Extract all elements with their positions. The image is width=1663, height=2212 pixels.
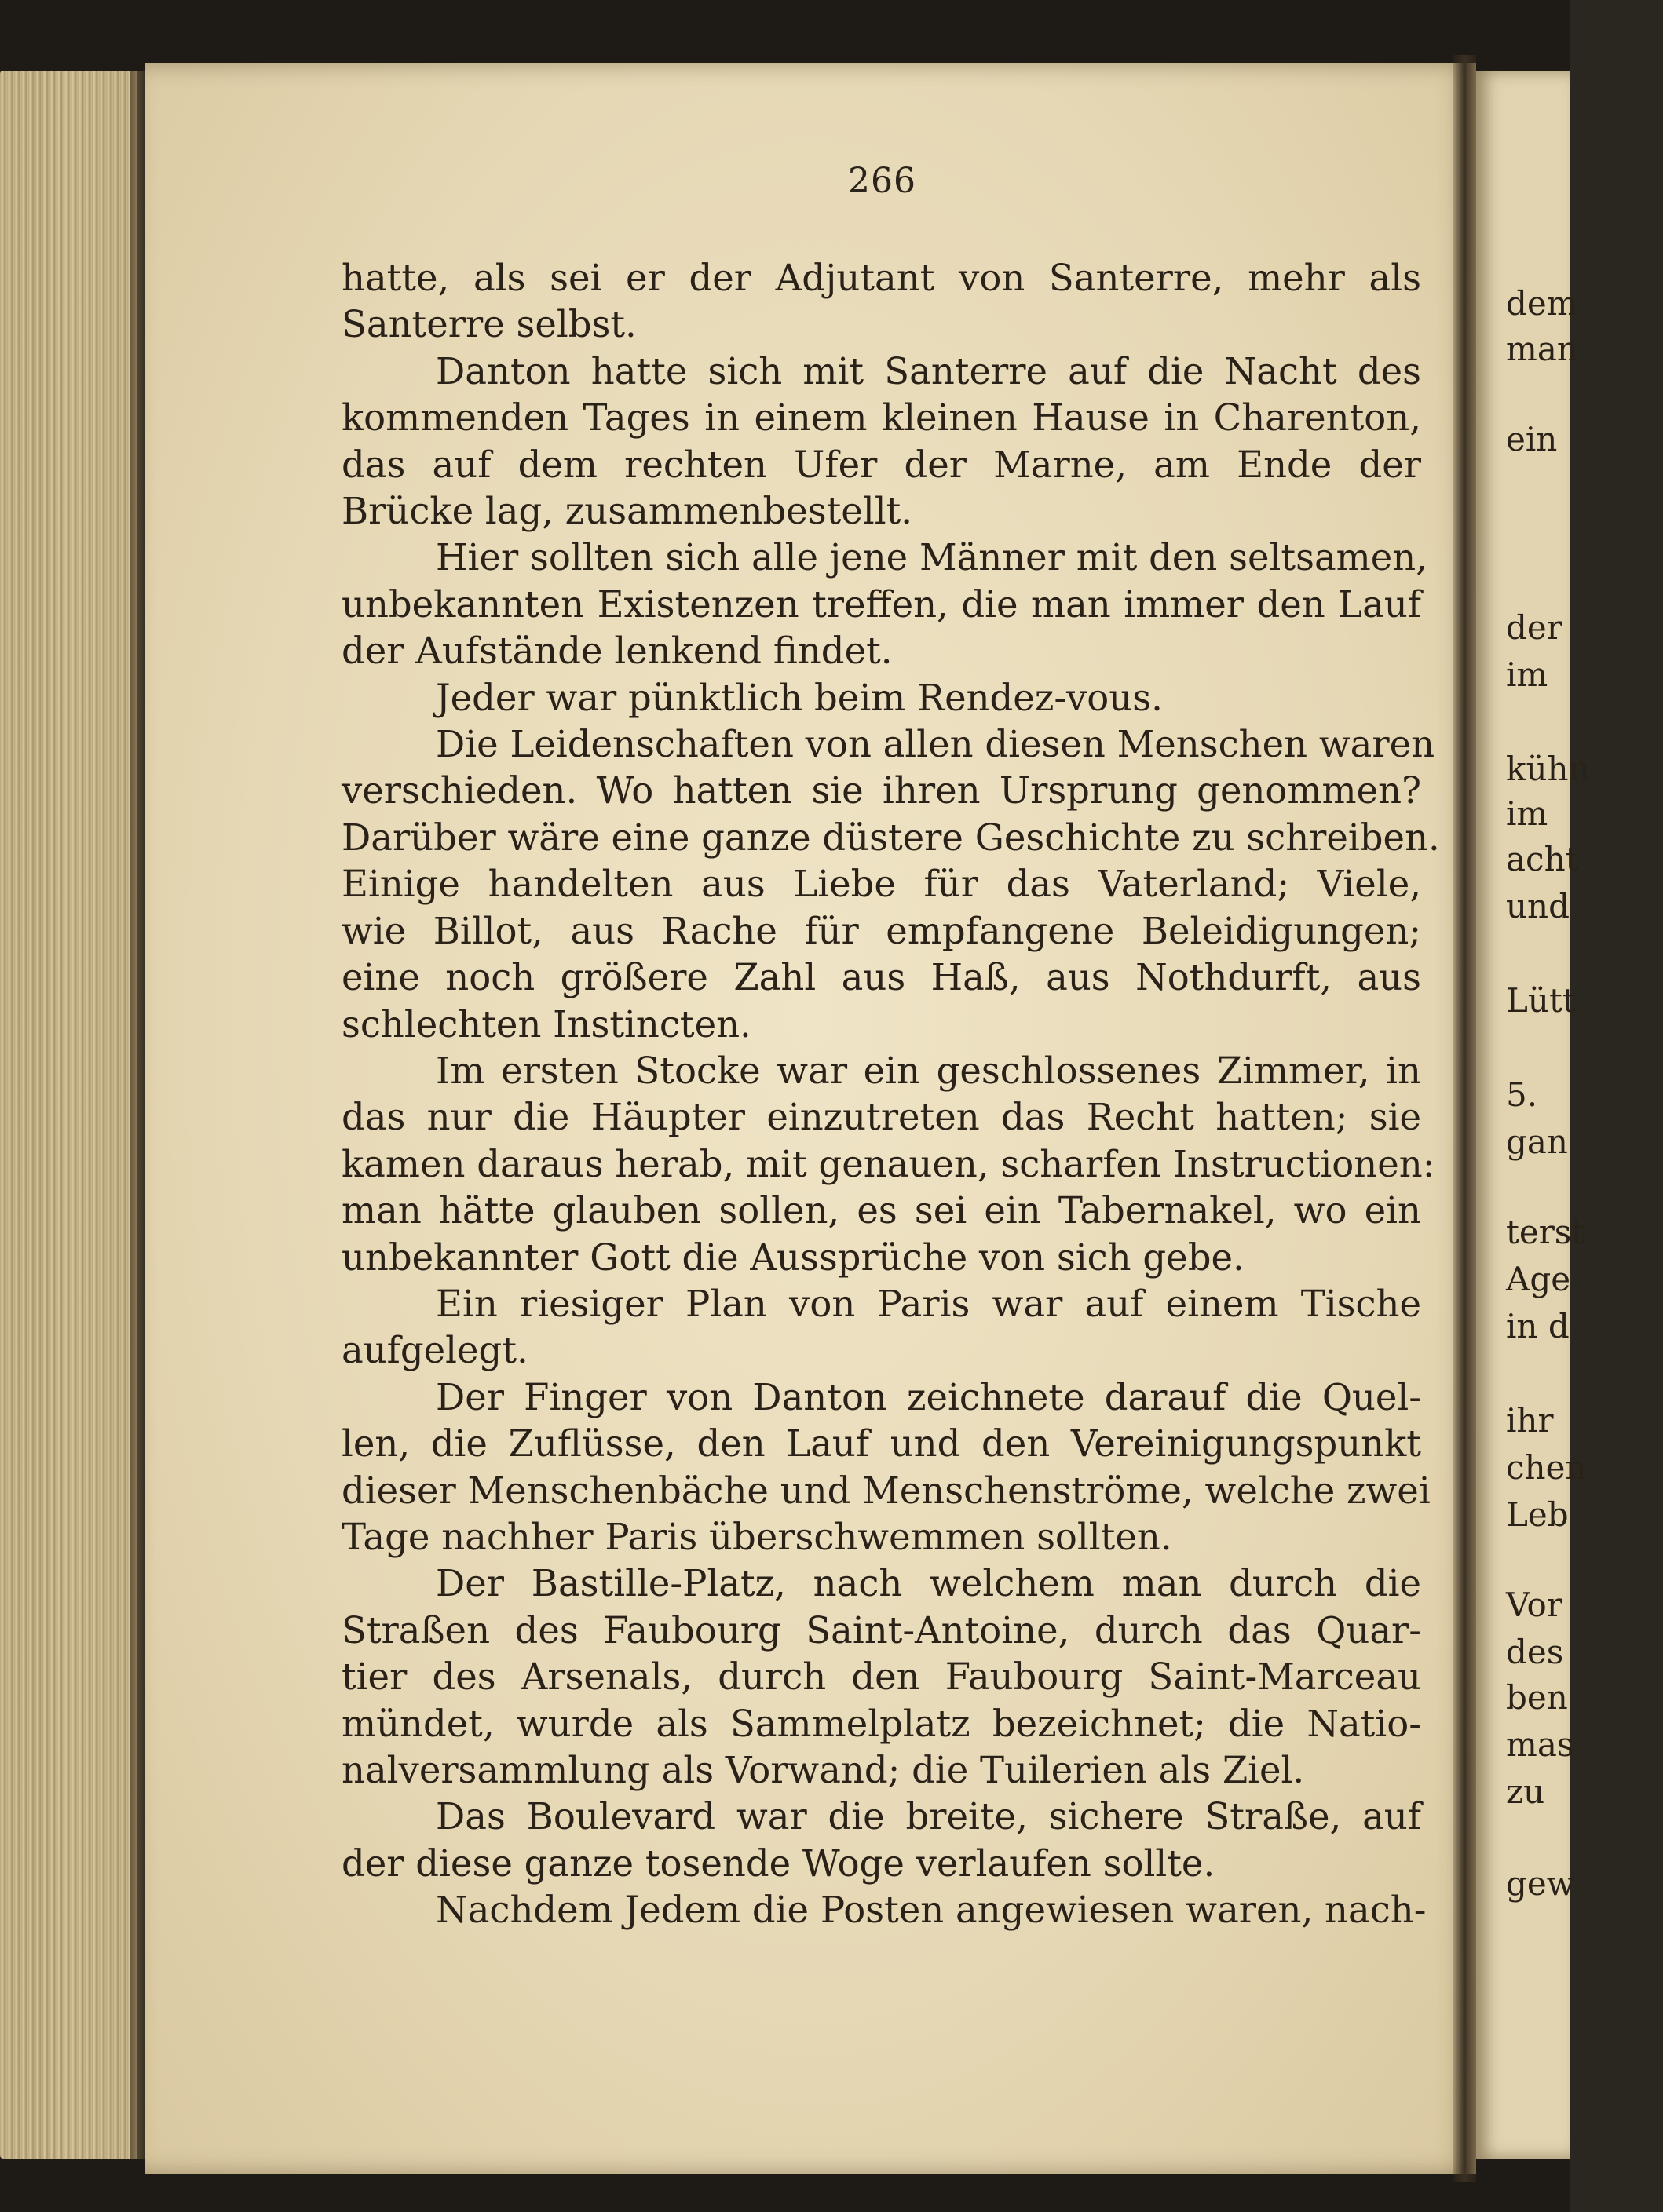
right-page-fragment: Age bbox=[1506, 1260, 1571, 1298]
right-page-fragment: und bbox=[1506, 887, 1570, 925]
text-line: aufgelegt. bbox=[342, 1329, 528, 1372]
text-line: Nachdem Jedem die Posten angewiesen waren, nach- bbox=[436, 1889, 1427, 1932]
text-line: wie Billot, aus Rache für empfangene Beleidigungen; bbox=[342, 909, 1421, 952]
text-line: Straßen des Faubourg Saint-Antoine, durch das Quar- bbox=[342, 1608, 1421, 1652]
text-line: das auf dem rechten Ufer der Marne, am Ende der bbox=[342, 443, 1421, 486]
right-page-fragment: mas bbox=[1506, 1725, 1574, 1764]
right-page-fragment: der bbox=[1506, 608, 1562, 647]
right-page-fragment: in d bbox=[1506, 1307, 1570, 1345]
right-page-fragment: gew bbox=[1506, 1864, 1575, 1903]
right-page-fragment: des bbox=[1506, 1633, 1564, 1671]
text-line: schlechten Instincten. bbox=[342, 1002, 751, 1046]
right-page-fragment: acht bbox=[1506, 840, 1579, 878]
text-line: nalversammlung als Vorwand; die Tuilerien als Ziel. bbox=[342, 1749, 1305, 1791]
page-edges bbox=[0, 71, 137, 2159]
text-line: Brücke lag, zusammenbestellt. bbox=[342, 490, 913, 533]
right-page-fragment: im bbox=[1506, 794, 1548, 833]
book-gutter bbox=[1453, 55, 1476, 2182]
right-page-fragment: Vor bbox=[1506, 1586, 1562, 1624]
right-page-fragment: 5. bbox=[1506, 1075, 1538, 1114]
text-line: tier des Arsenals, durch den Faubourg Saint-Marceau bbox=[342, 1655, 1421, 1699]
right-page-fragment: im bbox=[1506, 655, 1548, 694]
body-text bbox=[342, 255, 1440, 1934]
text-line: Der Finger von Danton zeichnete darauf die Quel- bbox=[436, 1375, 1421, 1418]
text-line: len, die Zuflüsse, den Lauf und den Vereinigungspunkt bbox=[342, 1422, 1421, 1466]
text-line: Danton hatte sich mit Santerre auf die Nacht des bbox=[436, 349, 1421, 392]
text-line: eine noch größere Zahl aus Haß, aus Nothdurft, aus bbox=[342, 956, 1421, 999]
text-line: Das Boulevard war die breite, sichere Straße, auf bbox=[436, 1795, 1421, 1838]
right-page-fragment: terst bbox=[1506, 1213, 1585, 1251]
text-line: Hier sollten sich alle jene Männer mit den seltsamen, bbox=[436, 536, 1428, 579]
text-line: Santerre selbst. bbox=[342, 303, 637, 346]
text-line: Ein riesiger Plan von Paris war auf einem Tische bbox=[436, 1282, 1421, 1325]
text-line: Darüber wäre eine ganze düstere Geschichte zu schreiben. bbox=[342, 816, 1440, 859]
right-page-fragment: gan bbox=[1506, 1122, 1568, 1161]
text-line: Im ersten Stocke war ein geschlossenes Zimmer, in bbox=[436, 1049, 1421, 1092]
text-line: mündet, wurde als Sammelplatz bezeichnet; die Natio- bbox=[342, 1702, 1421, 1745]
right-page-edge bbox=[1476, 71, 1570, 2159]
text-line: Tage nachher Paris überschwemmen sollten. bbox=[342, 1515, 1172, 1558]
text-line: der Aufstände lenkend findet. bbox=[342, 630, 893, 673]
page-number: 266 bbox=[848, 161, 916, 201]
right-page-fragment: man bbox=[1506, 330, 1578, 368]
right-page-fragment: kühn bbox=[1506, 750, 1590, 788]
right-page-fragment: zu bbox=[1506, 1772, 1545, 1811]
text-line: hatte, als sei er der Adjutant von Santerre, mehr als bbox=[342, 257, 1421, 299]
right-page-fragment: ihr bbox=[1506, 1401, 1554, 1440]
text-line: man hätte glauben sollen, es sei ein Tabernakel, wo ein bbox=[342, 1189, 1421, 1232]
text-line: unbekannter Gott die Aussprüche von sich gebe. bbox=[342, 1236, 1245, 1279]
right-page-fragment: dem bbox=[1506, 284, 1578, 323]
text-line: kommenden Tages in einem kleinen Hause in Charenton, bbox=[342, 396, 1421, 440]
text-line: Einige handelten aus Liebe für das Vaterland; Viele, bbox=[342, 863, 1421, 906]
right-page-fragment: ein bbox=[1506, 420, 1558, 458]
text-line: das nur die Häupter einzutreten das Recht hatten; sie bbox=[342, 1096, 1421, 1139]
right-page-fragment: ben bbox=[1506, 1678, 1568, 1717]
text-line: Jeder war pünktlich beim Rendez-vous. bbox=[436, 676, 1163, 719]
text-line: Die Leidenschaften von allen diesen Menschen waren bbox=[436, 723, 1435, 766]
right-page-fragment: Leb bbox=[1506, 1495, 1569, 1534]
text-line: unbekannten Existenzen treffen, die man immer den Lauf bbox=[342, 582, 1421, 626]
text-line: der diese ganze tosende Woge verlaufen sollte. bbox=[342, 1842, 1215, 1885]
text-line: dieser Menschenbäche und Menschenströme, welche zwei bbox=[342, 1469, 1431, 1512]
right-page-fragment: Lütt bbox=[1506, 981, 1576, 1020]
text-line: kamen daraus herab, mit genauen, scharfen Instructionen: bbox=[342, 1142, 1435, 1185]
text-line: verschieden. Wo hatten sie ihren Ursprung genommen? bbox=[342, 769, 1421, 812]
text-line: Der Bastille-Platz, nach welchem man durch die bbox=[436, 1562, 1421, 1605]
right-page-fragment: chen bbox=[1506, 1448, 1587, 1487]
